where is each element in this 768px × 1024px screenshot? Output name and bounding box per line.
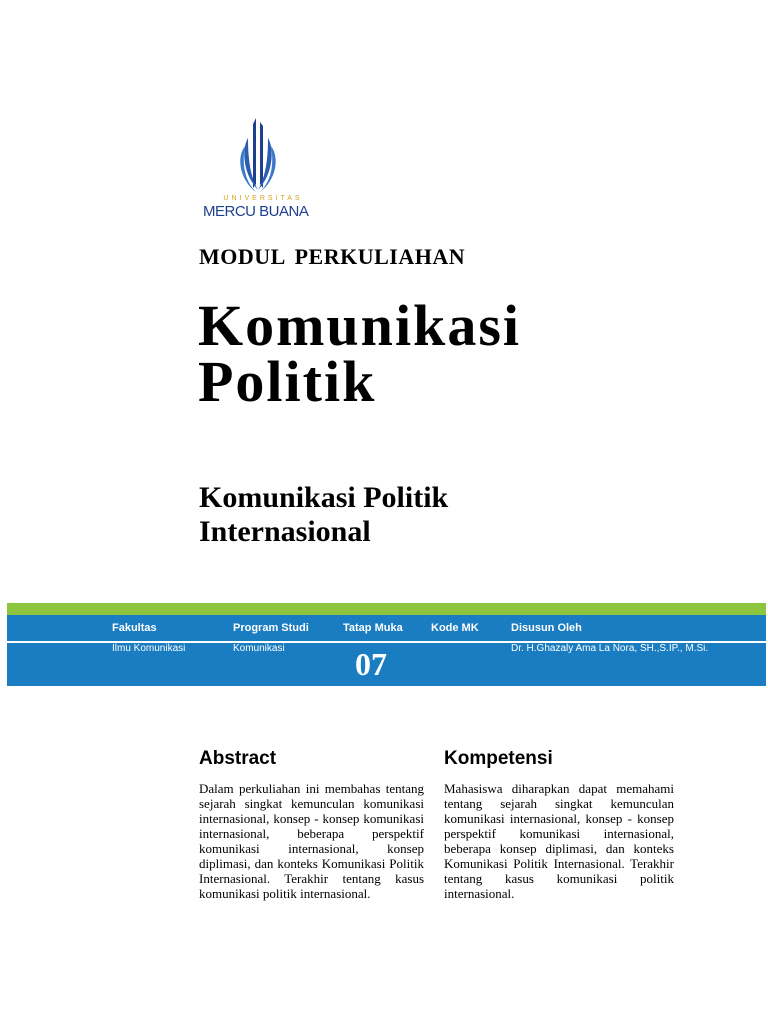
header-program-studi: Program Studi	[233, 622, 309, 634]
mercu-buana-emblem-icon	[198, 118, 328, 198]
value-tatap-muka: 07	[355, 646, 387, 682]
logo-name: MERCU BUANA	[203, 203, 309, 220]
header-disusun-oleh: Disusun Oleh	[511, 622, 582, 634]
value-disusun-oleh: Dr. H.Ghazaly Ama La Nora, SH.,S.IP., M.Si.	[511, 643, 709, 654]
module-subtitle-line1: Komunikasi Politik	[199, 481, 449, 514]
kompetensi-text: Mahasiswa diharapkan dapat memahami tentang sejarah singkat kemunculan komunikasi internasional, konsep - konsep perspektif komunikasi internasional, beberapa konsep diplimasi, dan konteks Komunikasi Politik Internasional. Terakhir tentang kasus komunikasi politik internasional.	[444, 781, 674, 901]
abstract-title: Abstract	[199, 748, 277, 769]
header-tatap-muka: Tatap Muka	[343, 622, 403, 634]
course-title-line1: Komunikasi	[198, 293, 521, 358]
module-subtitle-line2: Internasional	[199, 515, 371, 548]
value-program-studi: Komunikasi	[233, 643, 285, 654]
header-fakultas: Fakultas	[112, 622, 157, 634]
header-kode-mk: Kode MK	[431, 622, 479, 634]
university-logo	[198, 118, 336, 228]
logo-subtitle: UNIVERSITAS	[223, 195, 303, 202]
module-subtitle	[199, 481, 448, 549]
course-title-line2: Politik	[198, 349, 377, 414]
green-divider	[7, 603, 766, 615]
abstract-text: Dalam perkuliahan ini membahas tentang sejarah singkat kemunculan komunikasi internasional, konsep - konsep komunikasi internasional, beberapa perspektif komunikasi internasional, konsep diplimasi, dan konteks Komunikasi Politik Internasional. Terakhir tentang kasus komunikasi politik internasional.	[199, 781, 424, 901]
value-fakultas: Ilmu Komunikasi	[112, 643, 186, 654]
kompetensi-title: Kompetensi	[444, 748, 553, 769]
modul-heading: MODUL PERKULIAHAN	[199, 244, 466, 269]
course-title	[198, 293, 521, 414]
